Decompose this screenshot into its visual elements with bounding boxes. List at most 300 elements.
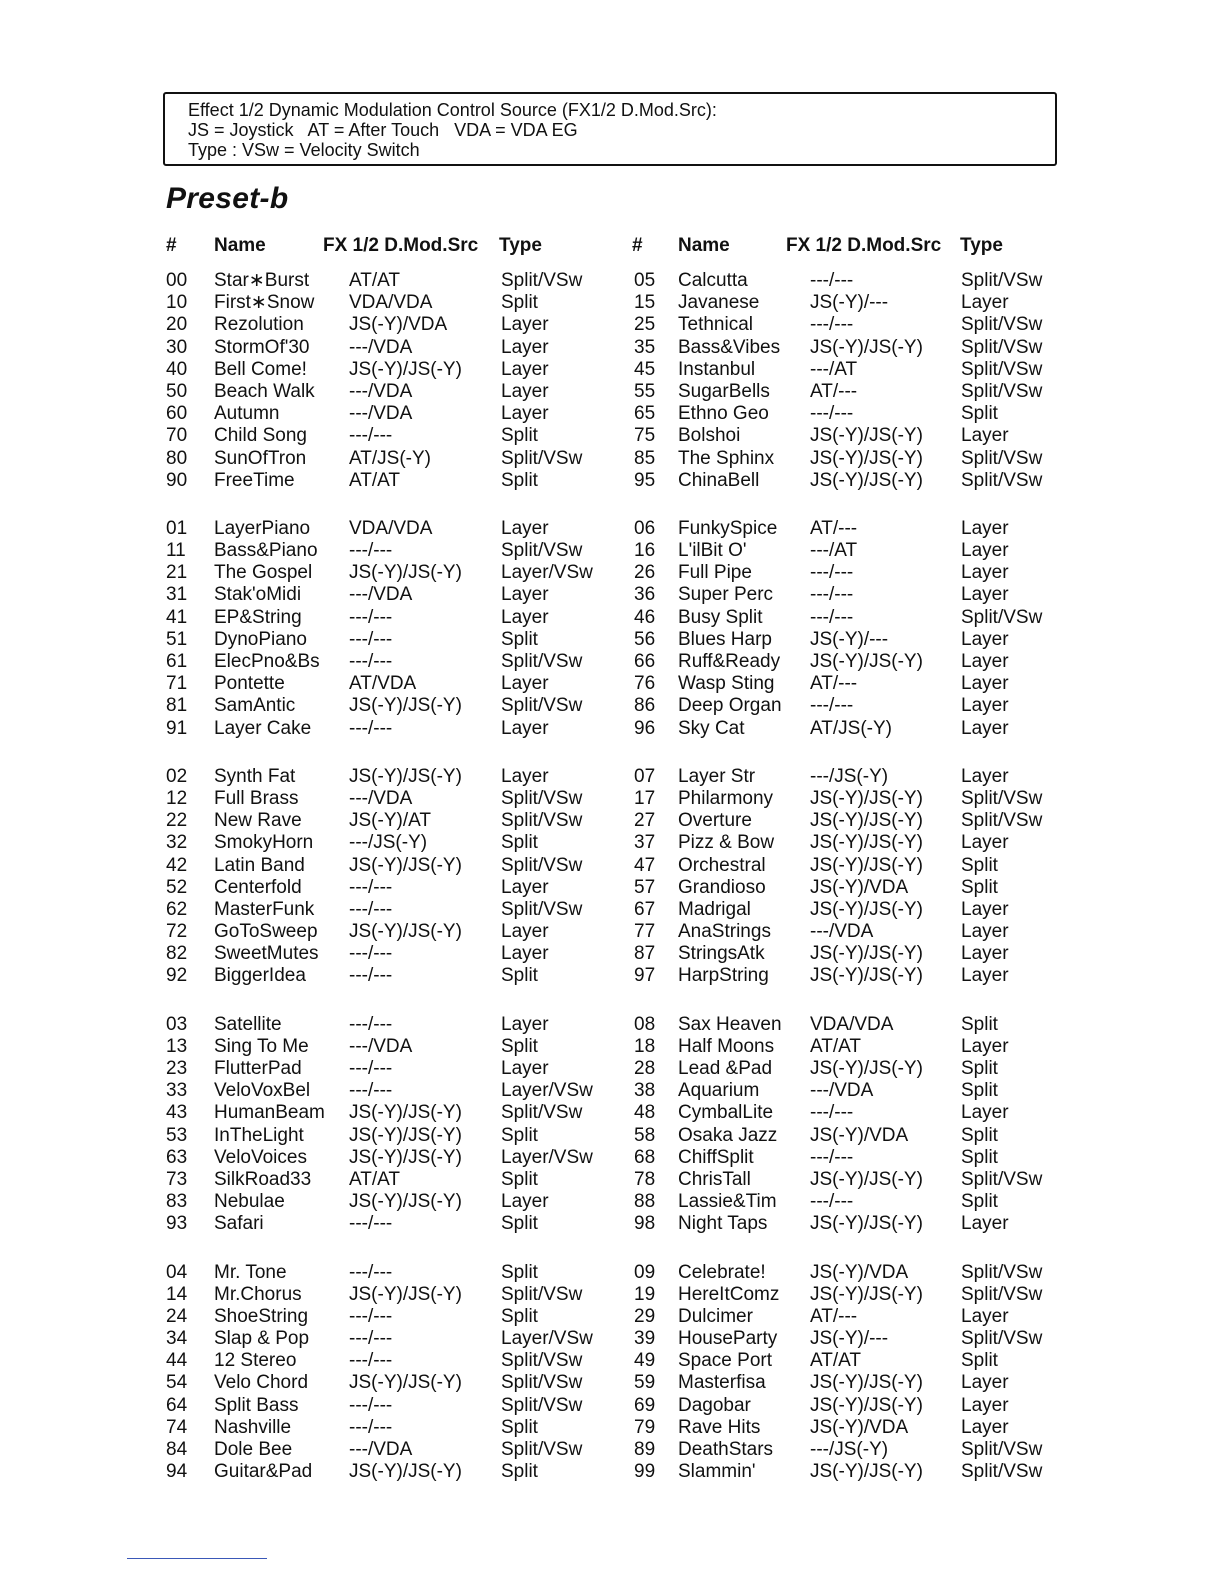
preset-number: 11: [166, 540, 186, 562]
preset-number: 65: [634, 403, 656, 425]
preset-name: LayerPiano: [214, 517, 311, 539]
preset-name: Sky Cat: [678, 717, 745, 739]
preset-name: Satellite: [214, 1013, 282, 1035]
preset-dmod-src: ---/VDA: [349, 584, 413, 606]
preset-dmod-src: JS(-Y)/JS(-Y): [349, 695, 462, 717]
preset-number: 68: [634, 1146, 656, 1168]
preset-name: Sax Heaven: [678, 1013, 782, 1035]
preset-name: L'ilBit O': [678, 540, 747, 562]
preset-name: Aquarium: [678, 1080, 760, 1102]
preset-dmod-src: ---/---: [810, 562, 854, 584]
preset-type: Layer/VSw: [501, 1146, 593, 1168]
table-row: [166, 314, 1066, 336]
preset-type: Split/VSw: [501, 1283, 583, 1305]
preset-name: Guitar&Pad: [214, 1461, 313, 1483]
preset-type: Split/VSw: [961, 469, 1043, 491]
preset-name: Overture: [678, 810, 752, 832]
preset-type: Split/VSw: [501, 540, 583, 562]
preset-number: 76: [634, 673, 656, 695]
preset-dmod-src: ---/---: [349, 965, 393, 987]
preset-name: Child Song: [214, 425, 307, 447]
preset-type: Layer: [961, 517, 1009, 539]
table-row: [166, 448, 1066, 470]
preset-dmod-src: AT/VDA: [349, 673, 417, 695]
preset-name: SweetMutes: [214, 943, 319, 965]
preset-number: 59: [634, 1372, 656, 1394]
preset-type: Split/VSw: [501, 695, 583, 717]
table-row: [166, 899, 1066, 921]
preset-type: Split: [501, 1124, 538, 1146]
preset-dmod-src: JS(-Y)/---: [810, 628, 889, 650]
preset-type: Split/VSw: [961, 1261, 1043, 1283]
preset-type: Split: [501, 1305, 538, 1327]
preset-type: Split: [961, 876, 998, 898]
preset-number: 12: [166, 787, 188, 809]
preset-name: Javanese: [678, 292, 760, 314]
table-row: [166, 1328, 1066, 1350]
preset-number: 80: [166, 447, 188, 469]
preset-dmod-src: AT/---: [810, 673, 858, 695]
preset-name: VeloVoices: [214, 1146, 307, 1168]
preset-dmod-src: AT/---: [810, 1305, 858, 1327]
preset-dmod-src: ---/---: [349, 425, 393, 447]
table-row: [166, 921, 1066, 943]
preset-dmod-src: AT/AT: [349, 270, 401, 291]
preset-number: 14: [166, 1283, 188, 1305]
header-type-left: Type: [499, 235, 542, 256]
preset-name: Bolshoi: [678, 425, 741, 447]
preset-dmod-src: JS(-Y)/JS(-Y): [349, 358, 462, 380]
preset-type: Layer: [961, 1305, 1009, 1327]
preset-type: Split: [961, 1013, 998, 1035]
preset-type: Split: [501, 1416, 538, 1438]
preset-name: Ethno Geo: [678, 403, 769, 425]
preset-type: Split: [501, 1213, 538, 1235]
preset-type: Layer: [501, 336, 549, 358]
preset-dmod-src: ---/VDA: [810, 1080, 874, 1102]
table-row: [166, 832, 1066, 854]
preset-name: ChrisTall: [678, 1168, 751, 1190]
preset-number: 84: [166, 1439, 188, 1460]
preset-name: Osaka Jazz: [678, 1124, 778, 1146]
preset-dmod-src: JS(-Y)/JS(-Y): [810, 943, 923, 965]
preset-type: Split: [961, 1191, 998, 1213]
preset-name: Pontette: [214, 673, 285, 695]
preset-number: 56: [634, 628, 656, 650]
preset-type: Layer: [961, 965, 1009, 987]
preset-number: 40: [166, 358, 188, 380]
preset-number: 78: [634, 1168, 656, 1190]
table-row: [166, 584, 1066, 606]
preset-name: StormOf'30: [214, 336, 310, 358]
preset-name: Centerfold: [214, 876, 302, 898]
preset-dmod-src: ---/---: [349, 1394, 393, 1416]
preset-number: 01: [166, 517, 188, 539]
preset-name: Slammin': [678, 1461, 756, 1483]
preset-number: 02: [166, 765, 188, 787]
preset-name: Star∗Burst: [214, 270, 310, 291]
preset-type: Layer: [501, 1013, 549, 1035]
preset-name: SunOfTron: [214, 447, 307, 469]
preset-dmod-src: ---/---: [349, 1305, 393, 1327]
preset-dmod-src: JS(-Y)/JS(-Y): [810, 1213, 923, 1235]
preset-type: Split/VSw: [501, 854, 583, 876]
preset-name: FreeTime: [214, 469, 295, 491]
preset-type: Layer/VSw: [501, 1080, 593, 1102]
table-row: [166, 788, 1066, 810]
table-row: [166, 1306, 1066, 1328]
preset-number: 69: [634, 1394, 656, 1416]
preset-dmod-src: ---/VDA: [349, 403, 413, 425]
preset-dmod-src: ---/---: [349, 651, 393, 672]
preset-type: Layer: [501, 380, 549, 402]
preset-name: SugarBells: [678, 380, 770, 402]
preset-dmod-src: JS(-Y)/JS(-Y): [349, 1461, 462, 1483]
table-row: [166, 1014, 1066, 1036]
preset-number: 10: [166, 292, 188, 314]
preset-type: Layer: [961, 1035, 1009, 1057]
preset-number: 19: [634, 1283, 656, 1305]
preset-dmod-src: ---/AT: [810, 358, 858, 380]
table-row: [166, 766, 1066, 788]
preset-number: 13: [166, 1035, 188, 1057]
preset-number: 51: [166, 628, 188, 650]
table-row: [166, 1169, 1066, 1191]
preset-number: 86: [634, 695, 656, 717]
preset-number: 47: [634, 854, 656, 876]
preset-dmod-src: ---/---: [349, 898, 393, 920]
preset-type: Layer: [501, 358, 549, 380]
preset-number: 89: [634, 1439, 656, 1460]
preset-dmod-src: ---/---: [349, 1261, 393, 1283]
preset-number: 24: [166, 1305, 188, 1327]
preset-number: 91: [166, 717, 188, 739]
preset-dmod-src: JS(-Y)/JS(-Y): [810, 1394, 923, 1416]
preset-dmod-src: JS(-Y)/JS(-Y): [810, 832, 923, 854]
preset-number: 87: [634, 943, 656, 965]
preset-dmod-src: AT/AT: [349, 469, 401, 491]
preset-number: 34: [166, 1328, 188, 1350]
preset-group: [166, 1262, 1066, 1484]
preset-dmod-src: ---/---: [349, 1213, 393, 1235]
preset-name: Bass&Piano: [214, 540, 318, 562]
preset-type: Split/VSw: [501, 810, 583, 832]
preset-name: Safari: [214, 1213, 264, 1235]
preset-type: Split/VSw: [961, 447, 1043, 469]
preset-dmod-src: JS(-Y)/JS(-Y): [810, 1168, 923, 1190]
preset-dmod-src: JS(-Y)/VDA: [810, 1416, 909, 1438]
preset-type: Split: [501, 965, 538, 987]
preset-type: Split: [501, 425, 538, 447]
preset-name: Beach Walk: [214, 380, 315, 402]
preset-group: [166, 766, 1066, 988]
preset-name: ChinaBell: [678, 469, 760, 491]
preset-type: Split: [961, 1080, 998, 1102]
preset-name: GoToSweep: [214, 921, 318, 943]
preset-dmod-src: JS(-Y)/JS(-Y): [349, 1124, 462, 1146]
preset-type: Split/VSw: [501, 1350, 583, 1372]
preset-dmod-src: ---/---: [349, 540, 393, 562]
preset-number: 25: [634, 314, 656, 336]
header-num-left: #: [166, 235, 177, 256]
preset-name: Pizz & Bow: [678, 832, 775, 854]
preset-number: 49: [634, 1350, 656, 1372]
preset-name: FlutterPad: [214, 1058, 302, 1079]
preset-dmod-src: ---/VDA: [349, 787, 413, 809]
preset-dmod-src: ---/---: [810, 270, 854, 291]
preset-dmod-src: AT/JS(-Y): [810, 717, 892, 739]
table-row: [166, 540, 1066, 562]
preset-number: 26: [634, 562, 656, 584]
preset-type: Split: [961, 1350, 998, 1372]
preset-name: HereItComz: [678, 1283, 780, 1305]
preset-number: 64: [166, 1394, 188, 1416]
preset-name: MasterFunk: [214, 898, 315, 920]
preset-name: SamAntic: [214, 695, 296, 717]
preset-type: Split/VSw: [501, 1372, 583, 1394]
preset-type: Layer: [501, 517, 549, 539]
preset-number: 66: [634, 651, 656, 672]
preset-name: Nashville: [214, 1416, 292, 1438]
preset-number: 58: [634, 1124, 656, 1146]
preset-type: Split: [501, 1461, 538, 1483]
preset-dmod-src: JS(-Y)/JS(-Y): [810, 1283, 923, 1305]
preset-dmod-src: ---/VDA: [810, 921, 874, 943]
preset-name: CymbalLite: [678, 1102, 774, 1124]
preset-dmod-src: ---/---: [349, 1080, 393, 1102]
preset-dmod-src: JS(-Y)/JS(-Y): [810, 1372, 923, 1394]
preset-type: Split/VSw: [961, 336, 1043, 358]
preset-type: Layer: [961, 1102, 1009, 1124]
preset-name: Stak'oMidi: [214, 584, 302, 606]
preset-name: Orchestral: [678, 854, 766, 876]
section-title: Preset-b: [166, 182, 289, 215]
preset-number: 57: [634, 876, 656, 898]
preset-dmod-src: ---/VDA: [349, 380, 413, 402]
preset-type: Split/VSw: [501, 1102, 583, 1124]
table-row: [166, 1036, 1066, 1058]
preset-group: [166, 518, 1066, 740]
preset-number: 63: [166, 1146, 188, 1168]
preset-type: Split/VSw: [961, 606, 1043, 628]
preset-type: Layer: [501, 943, 549, 965]
preset-type: Split: [501, 292, 538, 314]
table-row: [166, 629, 1066, 651]
preset-dmod-src: JS(-Y)/JS(-Y): [810, 965, 923, 987]
preset-number: 81: [166, 695, 188, 717]
preset-dmod-src: ---/---: [810, 695, 854, 717]
preset-name: FunkySpice: [678, 517, 778, 539]
preset-dmod-src: JS(-Y)/JS(-Y): [349, 1283, 462, 1305]
header-src-left: FX 1/2 D.Mod.Src: [323, 235, 479, 256]
table-row: [166, 337, 1066, 359]
preset-number: 23: [166, 1058, 188, 1079]
preset-number: 43: [166, 1102, 188, 1124]
preset-dmod-src: JS(-Y)/JS(-Y): [349, 1191, 462, 1213]
preset-number: 29: [634, 1305, 656, 1327]
preset-name: Latin Band: [214, 854, 305, 876]
preset-name: Full Pipe: [678, 562, 752, 584]
preset-dmod-src: ---/VDA: [349, 336, 413, 358]
table-row: [166, 1417, 1066, 1439]
preset-name: 12 Stereo: [214, 1350, 297, 1372]
preset-type: Split/VSw: [961, 380, 1043, 402]
preset-name: SilkRoad33: [214, 1168, 312, 1190]
preset-name: Night Taps: [678, 1213, 768, 1235]
table-row: [166, 359, 1066, 381]
preset-name: Wasp Sting: [678, 673, 775, 695]
preset-name: Nebulae: [214, 1191, 285, 1213]
preset-number: 97: [634, 965, 656, 987]
preset-dmod-src: AT/---: [810, 517, 858, 539]
preset-dmod-src: JS(-Y)/VDA: [810, 1261, 909, 1283]
preset-type: Layer: [501, 921, 549, 943]
preset-type: Layer: [961, 1372, 1009, 1394]
preset-type: Layer: [961, 898, 1009, 920]
preset-dmod-src: JS(-Y)/JS(-Y): [349, 921, 462, 943]
preset-name: The Gospel: [214, 562, 313, 584]
preset-dmod-src: JS(-Y)/JS(-Y): [810, 787, 923, 809]
preset-type: Split: [501, 469, 538, 491]
preset-type: Layer: [961, 540, 1009, 562]
table-row: [166, 292, 1066, 314]
table-row: [166, 810, 1066, 832]
preset-dmod-src: JS(-Y)/JS(-Y): [810, 898, 923, 920]
preset-name: ElecPno&Bs: [214, 651, 320, 672]
preset-type: Split/VSw: [501, 270, 583, 291]
preset-type: Layer: [501, 1058, 549, 1079]
preset-type: Layer: [961, 628, 1009, 650]
preset-dmod-src: ---/---: [810, 1191, 854, 1213]
preset-dmod-src: JS(-Y)/VDA: [349, 314, 448, 336]
preset-number: 22: [166, 810, 188, 832]
preset-type: Layer: [961, 765, 1009, 787]
preset-name: New Rave: [214, 810, 302, 832]
preset-type: Split/VSw: [961, 358, 1043, 380]
preset-name: Rave Hits: [678, 1416, 761, 1438]
header-type-right: Type: [960, 235, 1003, 256]
preset-dmod-src: ---/---: [810, 1102, 854, 1124]
preset-type: Layer: [961, 1394, 1009, 1416]
preset-type: Layer: [961, 425, 1009, 447]
preset-number: 60: [166, 403, 188, 425]
preset-dmod-src: JS(-Y)/JS(-Y): [810, 336, 923, 358]
preset-number: 92: [166, 965, 188, 987]
preset-number: 35: [634, 336, 656, 358]
preset-number: 73: [166, 1168, 188, 1190]
preset-type: Split/VSw: [501, 787, 583, 809]
preset-number: 98: [634, 1213, 656, 1235]
table-row: [166, 1213, 1066, 1235]
preset-dmod-src: ---/---: [810, 584, 854, 606]
preset-type: Layer: [501, 314, 549, 336]
preset-number: 27: [634, 810, 656, 832]
preset-dmod-src: JS(-Y)/JS(-Y): [810, 1461, 923, 1483]
preset-type: Split/VSw: [961, 1168, 1043, 1190]
legend-line-1: Effect 1/2 Dynamic Modulation Control Source (FX1/2 D.Mod.Src):: [188, 100, 717, 120]
preset-name: Masterfisa: [678, 1372, 766, 1394]
preset-name: Dole Bee: [214, 1439, 293, 1460]
table-row: [166, 1080, 1066, 1102]
preset-number: 90: [166, 469, 188, 491]
preset-dmod-src: ---/---: [349, 606, 393, 628]
preset-type: Layer: [961, 584, 1009, 606]
preset-table: [166, 270, 1066, 1509]
preset-number: 85: [634, 447, 656, 469]
table-row: [166, 518, 1066, 540]
preset-number: 45: [634, 358, 656, 380]
table-row: [166, 855, 1066, 877]
table-row: [166, 1191, 1066, 1213]
preset-number: 79: [634, 1416, 656, 1438]
table-row: [166, 673, 1066, 695]
preset-name: StringsAtk: [678, 943, 765, 965]
preset-name: HouseParty: [678, 1328, 778, 1350]
preset-dmod-src: JS(-Y)/JS(-Y): [349, 562, 462, 584]
preset-number: 05: [634, 270, 656, 291]
preset-name: Full Brass: [214, 787, 299, 809]
preset-name: Velo Chord: [214, 1372, 309, 1394]
preset-dmod-src: ---/---: [810, 314, 854, 336]
preset-number: 41: [166, 606, 188, 628]
preset-number: 82: [166, 943, 188, 965]
preset-name: Autumn: [214, 403, 280, 425]
preset-type: Layer: [501, 584, 549, 606]
preset-number: 74: [166, 1416, 188, 1438]
preset-name: Layer Str: [678, 765, 756, 787]
legend-line-2: JS = Joystick AT = After Touch VDA = VDA EG: [188, 120, 578, 140]
preset-type: Split/VSw: [961, 787, 1043, 809]
preset-type: Layer: [961, 695, 1009, 717]
preset-number: 83: [166, 1191, 188, 1213]
preset-number: 72: [166, 921, 188, 943]
preset-type: Split: [961, 1058, 998, 1079]
preset-type: Layer: [961, 651, 1009, 672]
preset-dmod-src: JS(-Y)/---: [810, 1328, 889, 1350]
preset-type: Layer: [501, 1191, 549, 1213]
preset-name: ShoeString: [214, 1305, 309, 1327]
preset-number: 95: [634, 469, 656, 491]
preset-dmod-src: JS(-Y)/JS(-Y): [349, 1372, 462, 1394]
table-row: [166, 695, 1066, 717]
preset-type: Split: [501, 1261, 538, 1283]
preset-name: Split Bass: [214, 1394, 299, 1416]
preset-dmod-src: JS(-Y)/AT: [349, 810, 431, 832]
preset-type: Split/VSw: [961, 270, 1043, 291]
preset-name: First∗Snow: [214, 292, 315, 314]
table-row: [166, 270, 1066, 292]
legend-box: [163, 92, 1057, 166]
preset-dmod-src: JS(-Y)/JS(-Y): [810, 810, 923, 832]
preset-number: 53: [166, 1124, 188, 1146]
preset-type: Layer: [501, 606, 549, 628]
preset-dmod-src: AT/JS(-Y): [349, 447, 431, 469]
preset-number: 94: [166, 1461, 188, 1483]
preset-number: 09: [634, 1261, 656, 1283]
preset-type: Split/VSw: [501, 1394, 583, 1416]
table-row: [166, 403, 1066, 425]
preset-dmod-src: ---/VDA: [349, 1035, 413, 1057]
preset-number: 71: [166, 673, 188, 695]
preset-number: 42: [166, 854, 188, 876]
preset-dmod-src: JS(-Y)/JS(-Y): [810, 447, 923, 469]
header-num-right: #: [632, 235, 643, 256]
preset-type: Split/VSw: [501, 447, 583, 469]
preset-number: 88: [634, 1191, 656, 1213]
preset-dmod-src: AT/AT: [810, 1035, 862, 1057]
preset-type: Layer: [501, 765, 549, 787]
table-row: [166, 965, 1066, 987]
